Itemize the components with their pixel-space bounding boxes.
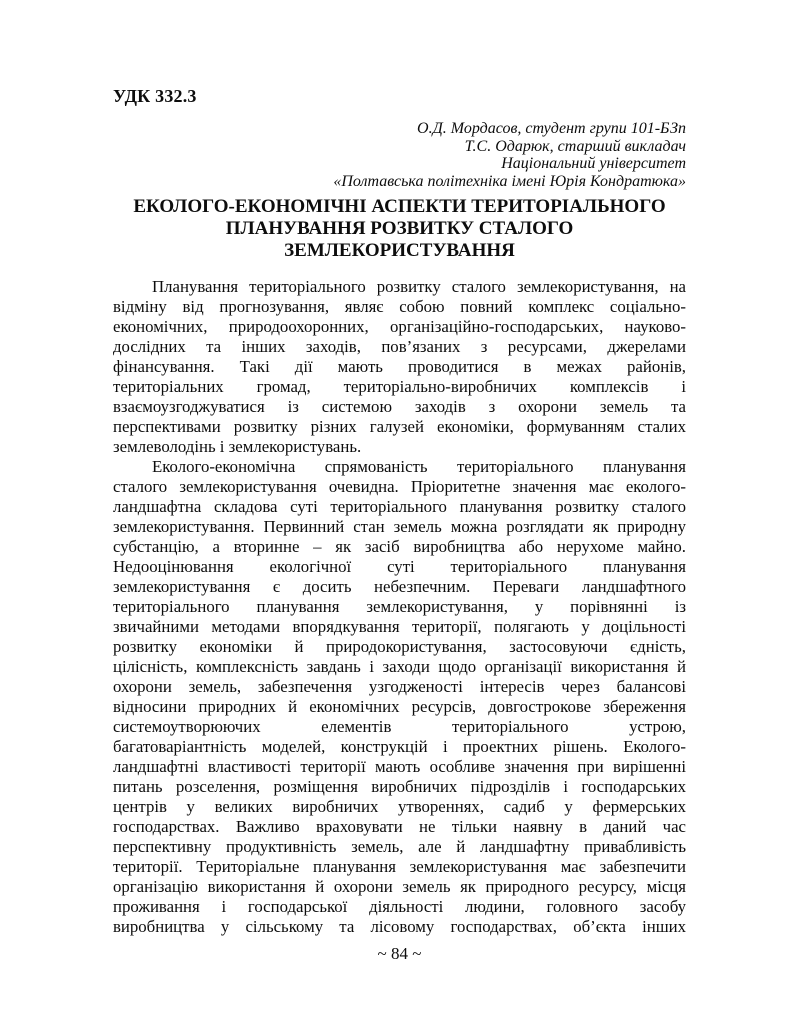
article-title bbox=[113, 196, 686, 262]
body-line: відміну від прогнозування, являє собою повний комплекс соціально- bbox=[113, 297, 686, 316]
article-body bbox=[113, 277, 686, 937]
body-line: території. Територіальне планування землекористування має забезпечити bbox=[113, 857, 686, 876]
body-line: землеволодінь і землекористувань. bbox=[113, 437, 362, 456]
body-line: субстанцію, а вторинне – як засіб виробництва або нерухоме майно. bbox=[113, 537, 686, 556]
body-line: взаємоузгоджуватися із системою заходів з охорони земель та bbox=[113, 397, 686, 416]
byline-line: Національний університет bbox=[501, 155, 686, 172]
body-line: відносини природних й економічних ресурсів, довгострокове збереження bbox=[113, 697, 686, 716]
body-line: розвитку економіки й природокористування, застосовуючи єдність, bbox=[113, 637, 686, 656]
body-line: ландшафтна складова суті територіального планування розвитку сталого bbox=[113, 497, 686, 516]
body-line: територіальних громад, територіально-виробничих комплексів і bbox=[113, 377, 686, 396]
body-line: Планування територіального розвитку сталого землекористування, на bbox=[152, 277, 686, 296]
paragraph bbox=[113, 277, 686, 457]
body-line: Еколого-економічна спрямованість територіального планування bbox=[152, 457, 686, 476]
byline-line: Т.С. Одарюк, старший викладач bbox=[464, 137, 686, 155]
body-line: Недооцінювання екологічної суті територіального планування bbox=[113, 557, 686, 576]
byline-line: «Полтавська політехніка імені Юрія Кондратюка» bbox=[333, 172, 686, 190]
byline-line: О.Д. Мордасов, студент групи 101-БЗп bbox=[417, 120, 686, 137]
body-line: фінансування. Такі дії мають проводитися в межах районів, bbox=[113, 357, 686, 376]
body-line: ландшафтні властивості території мають особливе значення при вирішенні bbox=[113, 757, 686, 776]
body-line: звичайними методами впорядкування території, полягають у доцільності bbox=[113, 617, 686, 636]
body-line: системоутворюючих елементів територіального устрою, bbox=[113, 717, 686, 736]
body-line: сталого землекористування очевидна. Пріоритетне значення має еколого- bbox=[113, 477, 686, 496]
body-line: територіального планування землекористування, у порівнянні із bbox=[113, 597, 686, 616]
body-line: економічних, природоохоронних, організаційно-господарських, науково- bbox=[113, 317, 686, 336]
body-line: землекористування. Первинний стан земель можна розглядати як природну bbox=[113, 517, 686, 536]
body-line: перспективами розвитку різних галузей економіки, формуванням сталих bbox=[113, 417, 686, 436]
body-line: цілісність, комплексність завдань і заходи щодо організації використання й bbox=[113, 657, 686, 676]
body-line: землекористування є досить небезпечним. Переваги ландшафтного bbox=[113, 577, 686, 596]
body-line: охорони земель, забезпечення узгодженості інтересів через балансові bbox=[113, 677, 686, 696]
body-line: перспективну продуктивність земель, але й ландшафтну привабливість bbox=[113, 837, 686, 856]
body-line: питань розселення, розміщення виробничих підрозділів і господарських bbox=[113, 777, 686, 796]
article-title-line: ПЛАНУВАННЯ РОЗВИТКУ СТАЛОГО bbox=[225, 218, 574, 239]
body-line: дослідних та інших заходів, пов’язаних з ресурсами, джерелами bbox=[113, 337, 686, 356]
content-column bbox=[113, 86, 686, 964]
body-line: виробництва у сільському та лісовому господарствах, об’єкта інших bbox=[113, 917, 686, 936]
udc-code: УДК 332.3 bbox=[113, 86, 197, 106]
article-title-line: ЗЕМЛЕКОРИСТУВАННЯ bbox=[284, 240, 515, 261]
body-line: організацію використання й охорони земель як природного ресурсу, місця bbox=[113, 877, 686, 896]
author-block bbox=[113, 120, 686, 190]
paragraph bbox=[113, 457, 686, 937]
article-title-line: ЕКОЛОГО-ЕКОНОМІЧНІ АСПЕКТИ ТЕРИТОРІАЛЬНОГО bbox=[133, 196, 666, 217]
body-line: проживання і господарської діяльності людини, головного засобу bbox=[113, 897, 686, 916]
body-line: центрів у великих виробничих утвореннях, садиб у фермерських bbox=[113, 797, 686, 816]
body-line: господарствах. Важливо враховувати не тільки наявну в даний час bbox=[113, 817, 686, 836]
body-line: багатоваріантність моделей, конструкцій і проектних рішень. Еколого- bbox=[113, 737, 686, 756]
page-number: ~ 84 ~ bbox=[377, 944, 422, 963]
